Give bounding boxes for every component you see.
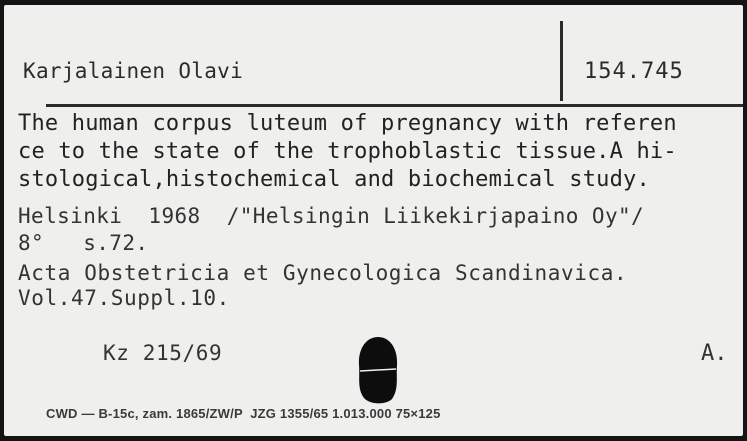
series-line-2: Vol.47.Suppl.10. xyxy=(18,286,230,310)
printer-line: CWD — B-15c, zam. 1865/ZW/P JZG 1355/65 1.013.000 75×125 xyxy=(46,406,441,421)
shelfmark: Kz 215/69 xyxy=(103,341,223,365)
title-line-2: ce to the state of the trophoblastic tissue.A hi- xyxy=(18,139,677,164)
series-line-1: Acta Obstetricia et Gynecologica Scandinavica. xyxy=(18,261,628,285)
letter-mark: A. xyxy=(701,341,728,366)
punch-hole-mark xyxy=(356,335,400,405)
author-name: Karjalainen Olavi xyxy=(23,59,244,83)
title-line-1: The human corpus luteum of pregnancy with referen xyxy=(18,111,677,136)
vertical-rule xyxy=(560,21,563,101)
horizontal-rule xyxy=(46,104,743,107)
imprint-line-2: 8° s.72. xyxy=(18,231,149,255)
call-number: 154.745 xyxy=(584,59,684,84)
title-line-3: stological,histochemical and biochemical study. xyxy=(18,167,650,192)
catalog-card xyxy=(4,5,743,436)
imprint-line-1: Helsinki 1968 /"Helsingin Liikekirjapaino Oy"/ xyxy=(18,204,645,228)
